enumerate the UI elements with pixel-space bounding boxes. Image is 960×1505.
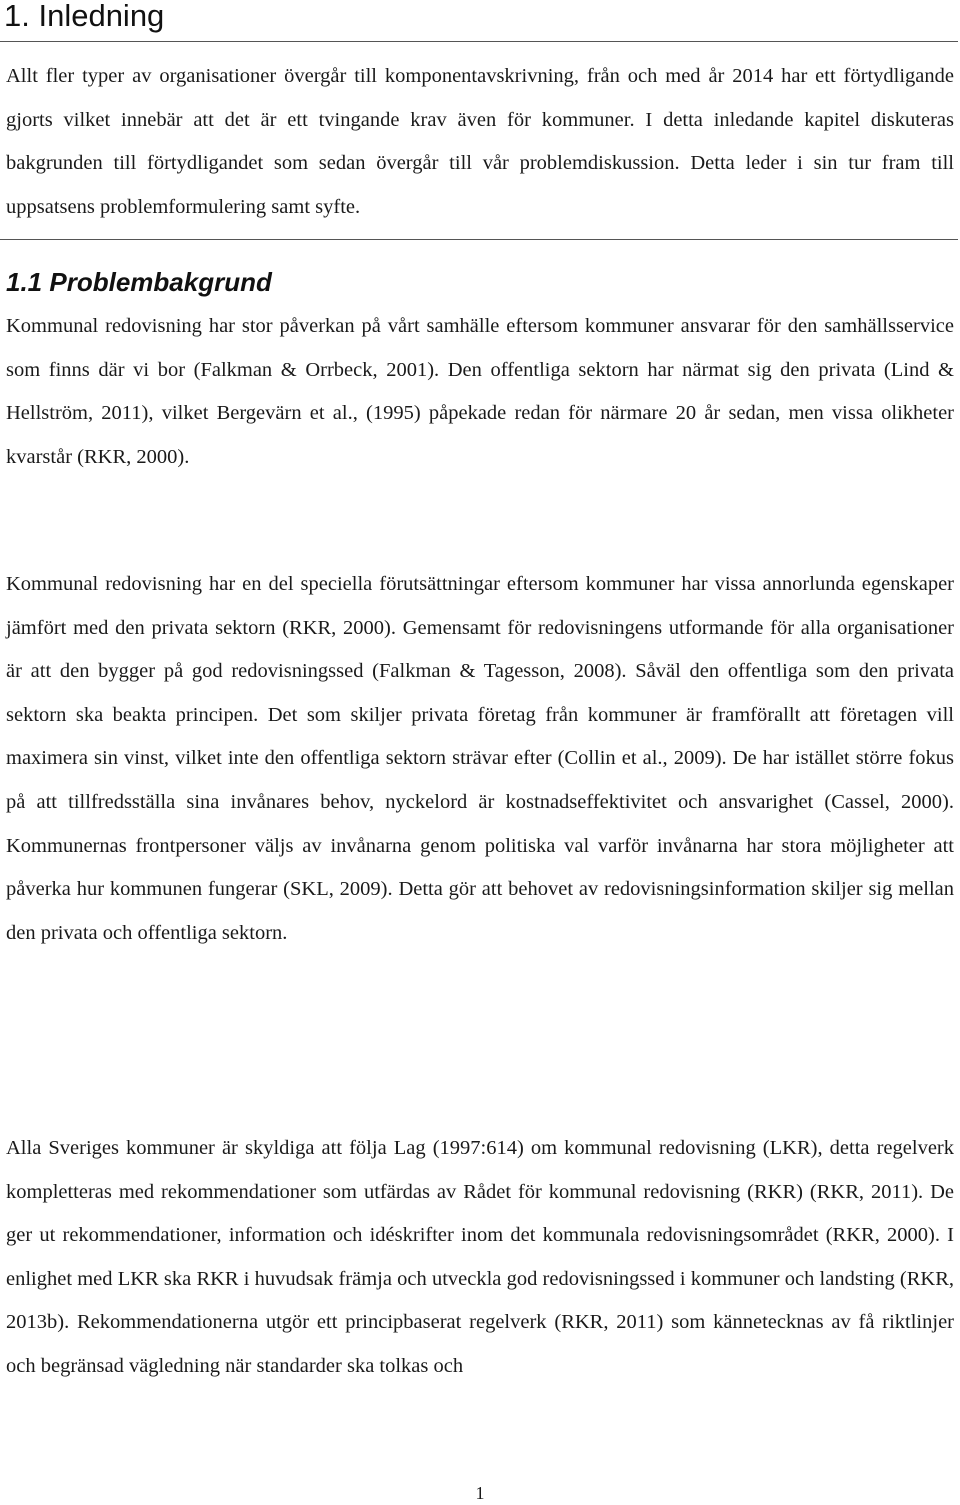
body-paragraph-1: Kommunal redovisning har stor påverkan på vårt samhälle eftersom kommuner ansvarar för den samhällsservice som finns där vi bor (Falkman & Orrbeck, 2001). Den offentliga sektorn har närmat sig den privata (Lind & Hellström, 2011), vilket Bergevärn et al., (1995) påpekade redan för närmare 20 år sedan, men vissa olikheter kvarstår (RKR, 2000). xyxy=(6,315,954,468)
chapter-title: 1. Inledning xyxy=(4,0,165,33)
page-number: 1 xyxy=(475,1483,485,1503)
body-paragraph-3: Alla Sveriges kommuner är skyldiga att följa Lag (1997:614) om kommunal redovisning (LKR), detta regelverk kompletteras med rekommendationer som utfärdas av Rådet för kommunal redovisning (RKR) (RKR, 2011). De ger ut rekommendationer, information och idéskrifter inom det kommunala redovisningsområdet (RKR, 2000). I enlighet med LKR ska RKR i huvudsak främja och utveckla god redovisningssed i kommuner och landsting (RKR, 2013b). Rekommendationerna utgör ett principbaserat regelverk (RKR, 2011) som kännetecknas av få riktlinjer och begränsad vägledning när standarder ska tolkas och xyxy=(6,1137,954,1377)
intro-paragraph: Allt fler typer av organisationer övergår till komponentavskrivning, från och med år 2014 har ett förtydligande gjorts vilket innebär att det är ett tvingande krav även för kommuner. I detta inledande kapitel diskuteras bakgrunden till förtydligandet som sedan övergår till vår problemdiskussion. Detta leder i sin tur fram till uppsatsens problemformulering samt syfte. xyxy=(6,65,954,218)
body-paragraph-2: Kommunal redovisning har en del speciella förutsättningar eftersom kommuner har vissa annorlunda egenskaper jämfört med den privata sektorn (RKR, 2000). Gemensamt för redovisningens utformande för alla organisationer är att den bygger på god redovisningssed (Falkman & Tagesson, 2008). Såväl den offentliga som den privata sektorn ska beakta principen. Det som skiljer privata företag från kommuner är framförallt att företagen vill maximera sin vinst, vilket inte den offentliga sektorn strävar efter (Collin et al., 2009). De har istället större fokus på att tillfredsställa sina invånares behov, nyckelord är kostnadseffektivitet och ansvarighet (Cassel, 2000). Kommunernas frontpersoner väljs av invånarna genom politiska val varför invånarna har stora möjligheter att påverka hur kommunen fungerar (SKL, 2009). Detta gör att behovet av redovisningsinformation skiljer sig mellan den privata och offentliga sektorn. xyxy=(6,573,954,944)
section-title: 1.1 Problembakgrund xyxy=(6,267,272,297)
